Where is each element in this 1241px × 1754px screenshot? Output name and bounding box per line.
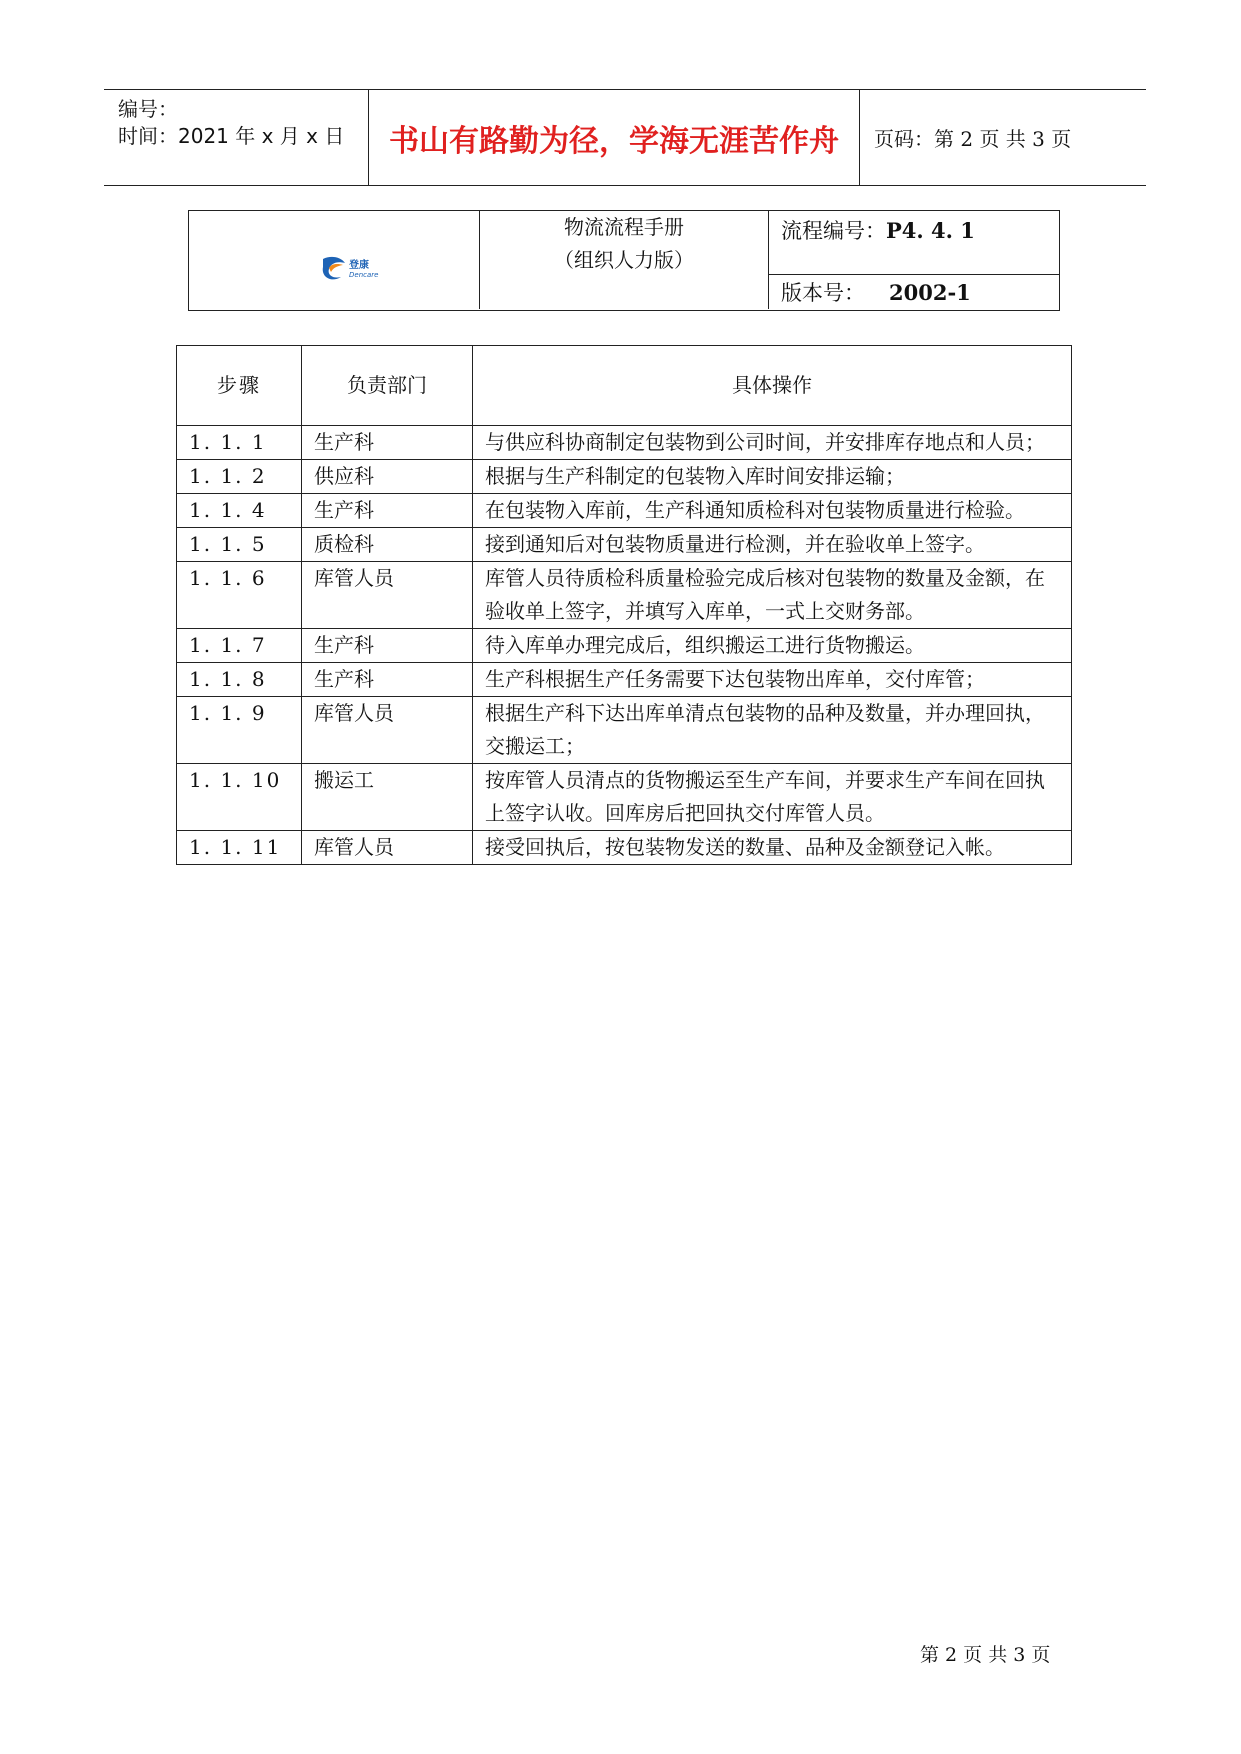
operation: 按库管人员清点的货物搬运至生产车间，并要求生产车间在回执上签字认收。回库房后把回执交付库管人员。 bbox=[473, 764, 1072, 831]
department: 供应科 bbox=[302, 460, 473, 494]
table-row bbox=[177, 629, 1072, 663]
page-number-info: 页码：第 2 页 共 3 页 bbox=[874, 127, 1072, 151]
table-header-row bbox=[177, 346, 1072, 426]
header-department: 负责部门 bbox=[302, 346, 473, 426]
time-label: 时间：2021 年 x 月 x 日 bbox=[118, 124, 345, 148]
department: 生产科 bbox=[302, 426, 473, 460]
header-operation: 具体操作 bbox=[473, 346, 1072, 426]
department: 质检科 bbox=[302, 528, 473, 562]
version-value: 2002-1 bbox=[889, 280, 971, 305]
dencare-logo-icon bbox=[321, 255, 387, 281]
page-footer: 第 2 页 共 3 页 bbox=[920, 1644, 1051, 1666]
step-number: 1. 1. 1 bbox=[177, 426, 302, 460]
document-info-table bbox=[188, 210, 1060, 311]
operation: 待入库单办理完成后，组织搬运工进行货物搬运。 bbox=[473, 629, 1072, 663]
department: 库管人员 bbox=[302, 562, 473, 629]
number-label: 编号： bbox=[118, 97, 178, 121]
department: 搬运工 bbox=[302, 764, 473, 831]
step-number: 1. 1. 5 bbox=[177, 528, 302, 562]
manual-subtitle: （组织人力版） bbox=[554, 248, 694, 272]
step-number: 1. 1. 11 bbox=[177, 831, 302, 865]
operation: 接受回执后，按包装物发送的数量、品种及金额登记入帐。 bbox=[473, 831, 1072, 865]
department: 库管人员 bbox=[302, 831, 473, 865]
table-row bbox=[177, 697, 1072, 764]
table-row bbox=[177, 764, 1072, 831]
operation: 在包装物入库前，生产科通知质检科对包装物质量进行检验。 bbox=[473, 494, 1072, 528]
motto-text: 书山有路勤为径，学海无涯苦作舟 bbox=[369, 90, 860, 185]
logo-subtext: Dencare bbox=[349, 271, 379, 279]
logo-cell bbox=[189, 211, 480, 309]
step-number: 1. 1. 10 bbox=[177, 764, 302, 831]
page-header-band bbox=[104, 89, 1146, 186]
step-number: 1. 1. 2 bbox=[177, 460, 302, 494]
table-row bbox=[177, 831, 1072, 865]
step-number: 1. 1. 6 bbox=[177, 562, 302, 629]
department: 生产科 bbox=[302, 494, 473, 528]
step-number: 1. 1. 8 bbox=[177, 663, 302, 697]
operation: 与供应科协商制定包装物到公司时间，并安排库存地点和人员； bbox=[473, 426, 1072, 460]
operation: 接到通知后对包装物质量进行检测，并在验收单上签字。 bbox=[473, 528, 1072, 562]
version-label: 版本号： bbox=[781, 281, 865, 305]
process-code-cell bbox=[769, 211, 1059, 275]
operation: 库管人员待质检科质量检验完成后核对包装物的数量及金额，在验收单上签字，并填写入库单，一式上交财务部。 bbox=[473, 562, 1072, 629]
department: 生产科 bbox=[302, 663, 473, 697]
operation: 生产科根据生产任务需要下达包装物出库单，交付库管； bbox=[473, 663, 1072, 697]
version-cell bbox=[769, 276, 1059, 309]
process-steps-table bbox=[176, 345, 1072, 865]
logo-text: 登康 bbox=[349, 260, 369, 271]
table-row bbox=[177, 426, 1072, 460]
operation: 根据生产科下达出库单清点包装物的品种及数量，并办理回执，交搬运工； bbox=[473, 697, 1072, 764]
process-code-label: 流程编号： bbox=[781, 219, 886, 243]
header-left-cell bbox=[104, 90, 369, 185]
manual-title: 物流流程手册 bbox=[564, 215, 684, 239]
header-step: 步骤 bbox=[177, 346, 302, 426]
operation: 根据与生产科制定的包装物入库时间安排运输； bbox=[473, 460, 1072, 494]
step-number: 1. 1. 9 bbox=[177, 697, 302, 764]
table-row bbox=[177, 460, 1072, 494]
process-code-value: P4. 4. 1 bbox=[886, 218, 975, 243]
manual-title-cell bbox=[480, 211, 769, 309]
department: 生产科 bbox=[302, 629, 473, 663]
step-number: 1. 1. 4 bbox=[177, 494, 302, 528]
department: 库管人员 bbox=[302, 697, 473, 764]
table-row bbox=[177, 494, 1072, 528]
step-number: 1. 1. 7 bbox=[177, 629, 302, 663]
table-row bbox=[177, 663, 1072, 697]
table-row bbox=[177, 562, 1072, 629]
table-row bbox=[177, 528, 1072, 562]
